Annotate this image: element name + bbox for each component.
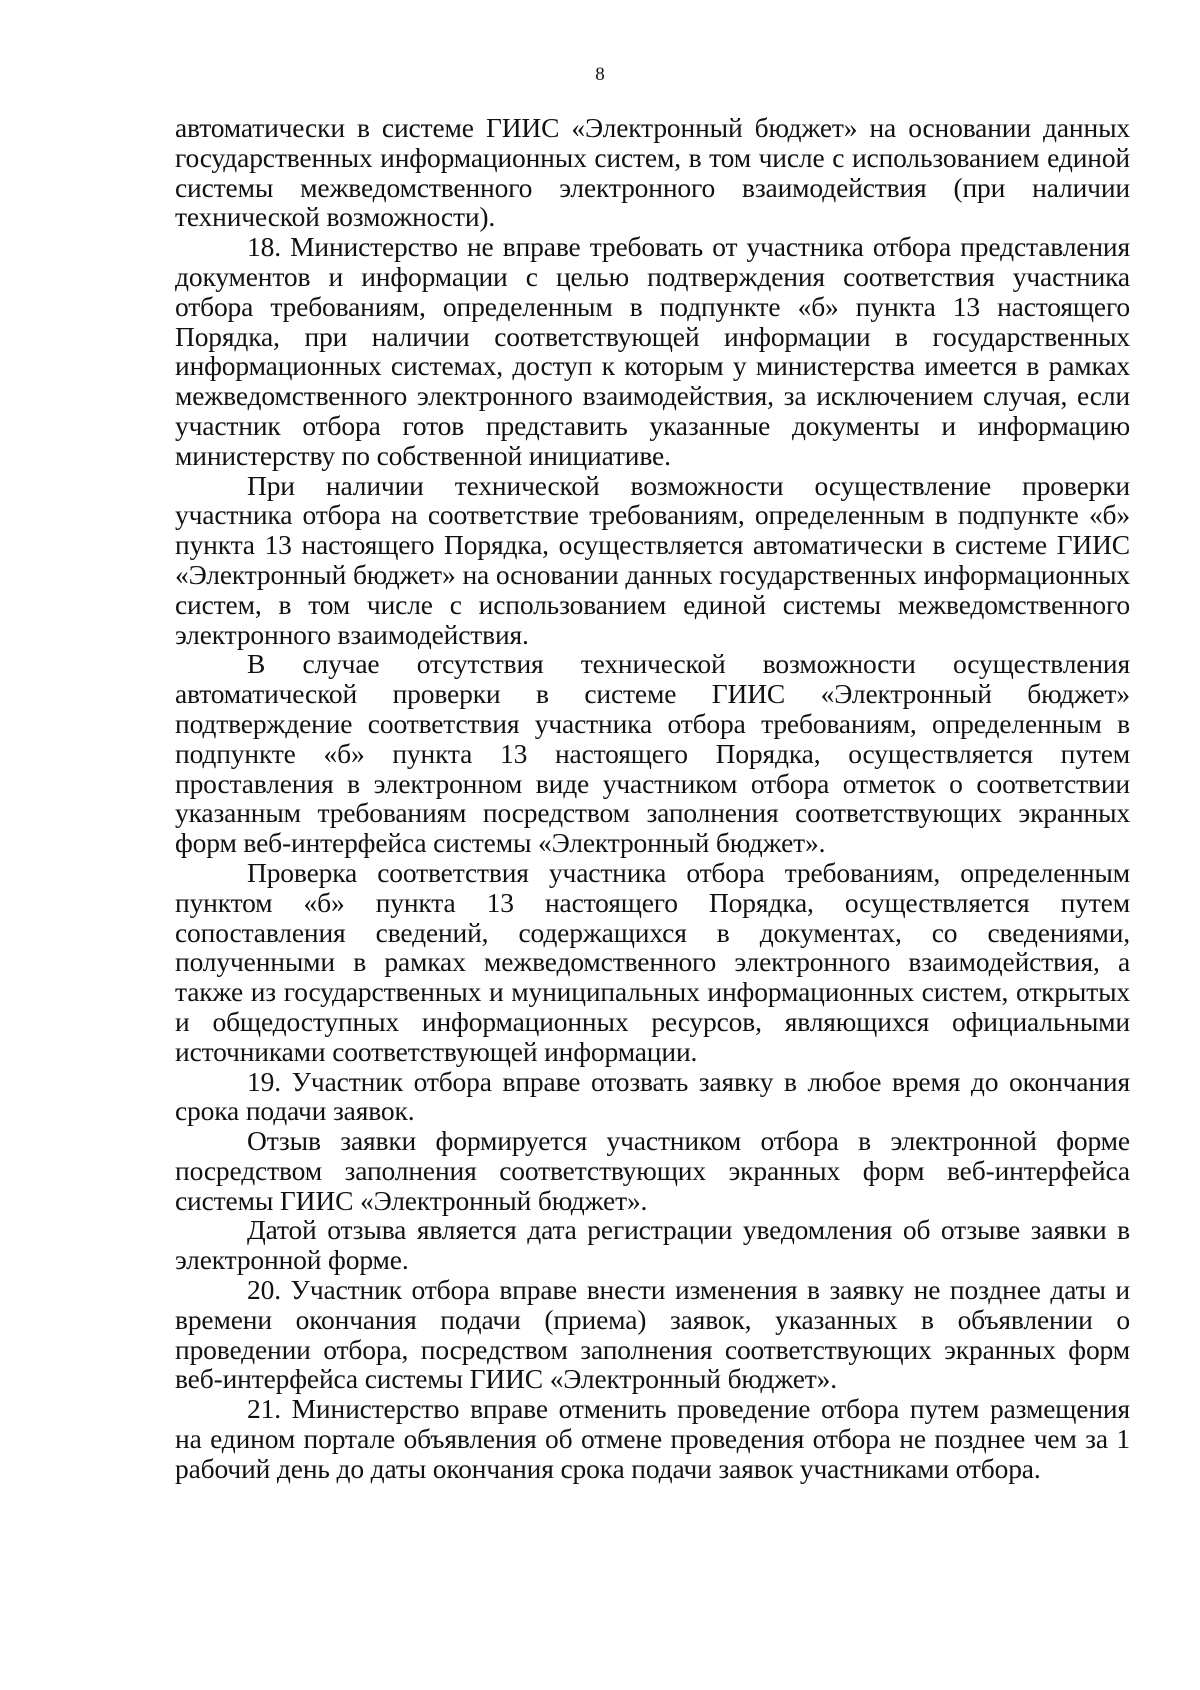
paragraph-manual-check: В случае отсутствия технической возможности осуществления автоматической проверки в системе ГИИС «Электронный бюджет» подтверждение соответствия участника отбора требованиям, определенным в подпункте «б» пункта 13 настоящего Порядка, осуществляется путем проставления в электронном виде участником отбора отметок о соответствии указанным требованиям посредством заполнения соответствующих экранных форм веб-интерфейса системы «Электронный бюджет». xyxy=(175,648,1130,859)
paragraph-withdrawal-form: Отзыв заявки формируется участником отбора в электронной форме посредством заполнения соответствующих экранных форм веб-интерфейса системы ГИИС «Электронный бюджет». xyxy=(175,1125,1130,1216)
page-number: 8 xyxy=(595,64,605,85)
paragraph-item-20: 20. Участник отбора вправе внести изменения в заявку не позднее даты и времени окончания подачи (приема) заявок, указанных в объявлении о проведении отбора, посредством заполнения соответствующих экранных форм веб-интерфейса системы ГИИС «Электронный бюджет». xyxy=(175,1274,1130,1395)
paragraph-item-19: 19. Участник отбора вправе отозвать заявку в любое время до окончания срока подачи заявок. xyxy=(175,1065,1130,1127)
document-body xyxy=(175,113,1130,1484)
paragraph-item-21: 21. Министерство вправе отменить проведение отбора путем размещения на едином портале объявления об отмене проведения отбора не позднее чем за 1 рабочий день до даты окончания срока подачи заявок участниками отбора. xyxy=(175,1393,1130,1484)
paragraph-automatic-check: При наличии технической возможности осуществление проверки участника отбора на соответствие требованиям, определенным в подпункте «б» пункта 13 настоящего Порядка, осуществляется автоматически в системе ГИИС «Электронный бюджет» на основании данных государственных информационных систем, в том числе с использованием единой системы межведомственного электронного взаимодействия. xyxy=(175,469,1130,650)
paragraph-verification: Проверка соответствия участника отбора требованиям, определенным пунктом «б» пункта 13 настоящего Порядка, осуществляется путем сопоставления сведений, содержащихся в документах, со сведениями, полученными в рамках межведомственного электронного взаимодействия, а также из государственных и муниципальных информационных систем, открытых и общедоступных информационных ресурсов, являющихся официальными источниками соответствующей информации. xyxy=(175,856,1130,1067)
paragraph-item-18: 18. Министерство не вправе требовать от участника отбора представления документов и информации с целью подтверждения соответствия участника отбора требованиям, определенным в подпункте «б» пункта 13 настоящего Порядка, при наличии соответствующей информации в государственных информационных системах, доступ к которым у министерства имеется в рамках межведомственного электронного взаимодействия, за исключением случая, если участник отбора готов представить указанные документы и информацию министерству по собственной инициативе. xyxy=(175,231,1130,471)
paragraph-continuation: автоматически в системе ГИИС «Электронный бюджет» на основании данных государственных информационных систем, в том числе с использованием единой системы межведомственного электронного взаимодействия (при наличии технической возможности). xyxy=(175,112,1130,233)
paragraph-withdrawal-date: Датой отзыва является дата регистрации уведомления об отзыве заявки в электронной форме. xyxy=(175,1214,1130,1276)
